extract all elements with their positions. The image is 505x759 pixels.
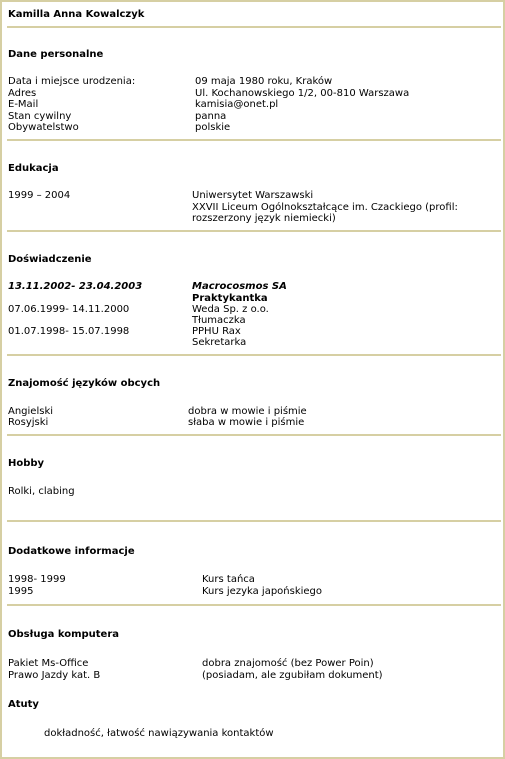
experience-company: PPHU Rax bbox=[192, 326, 241, 337]
language-name: Angielski bbox=[8, 406, 54, 417]
experience-company: Weda Sp. z o.o. bbox=[192, 304, 269, 315]
personal-label: Stan cywilny bbox=[8, 111, 72, 122]
personal-value: 09 maja 1980 roku, Kraków bbox=[195, 76, 333, 87]
personal-value: polskie bbox=[195, 122, 231, 133]
computer-level: dobra znajomość (bez Power Poin) bbox=[202, 658, 374, 669]
additional-item: Kurs tańca bbox=[202, 574, 255, 585]
computer-level: (posiadam, ale zgubiłam dokument) bbox=[202, 670, 383, 681]
experience-role: Praktykantka bbox=[192, 293, 268, 304]
section-heading-strengths: Atuty bbox=[8, 699, 39, 710]
divider bbox=[7, 604, 501, 606]
section-heading-additional: Dodatkowe informacje bbox=[8, 546, 135, 557]
additional-year: 1995 bbox=[8, 586, 34, 597]
personal-value: Ul. Kochanowskiego 1/2, 00-810 Warszawa bbox=[195, 88, 410, 99]
experience-dates: 01.07.1998- 15.07.1998 bbox=[8, 326, 130, 337]
personal-label: Data i miejsce urodzenia: bbox=[8, 76, 136, 87]
section-heading-personal: Dane personalne bbox=[8, 49, 104, 60]
computer-skill: Prawo Jazdy kat. B bbox=[8, 670, 101, 681]
section-heading-experience: Doświadczenie bbox=[8, 254, 92, 265]
computer-skill: Pakiet Ms-Office bbox=[8, 658, 89, 669]
section-heading-education: Edukacja bbox=[8, 163, 59, 174]
divider bbox=[7, 26, 501, 28]
experience-dates: 07.06.1999- 14.11.2000 bbox=[8, 304, 130, 315]
language-level: dobra w mowie i piśmie bbox=[188, 406, 307, 417]
personal-value-email: kamisia@onet.pl bbox=[195, 99, 279, 110]
language-level: słaba w mowie i piśmie bbox=[188, 417, 305, 428]
experience-role: Tłumaczka bbox=[192, 315, 246, 326]
personal-label: E-Mail bbox=[8, 99, 39, 110]
cv-name: Kamilla Anna Kowalczyk bbox=[8, 9, 145, 20]
experience-role: Sekretarka bbox=[192, 337, 247, 348]
personal-label: Adres bbox=[8, 88, 37, 99]
strengths-text: dokładność, łatwość nawiązywania kontaktów bbox=[44, 728, 274, 739]
experience-company: Macrocosmos SA bbox=[192, 281, 287, 292]
divider bbox=[7, 520, 501, 522]
additional-item: Kurs jezyka japońskiego bbox=[202, 586, 323, 597]
divider bbox=[7, 354, 501, 356]
education-years: 1999 – 2004 bbox=[8, 190, 71, 201]
education-line: XXVII Liceum Ogólnokształcące im. Czackiego (profil: bbox=[192, 202, 458, 213]
personal-value: panna bbox=[195, 111, 227, 122]
section-heading-hobby: Hobby bbox=[8, 458, 45, 469]
hobby-text: Rolki, clabing bbox=[8, 486, 75, 497]
education-line: rozszerzony język niemiecki) bbox=[192, 213, 336, 224]
divider bbox=[7, 139, 501, 141]
experience-dates: 13.11.2002- 23.04.2003 bbox=[8, 281, 143, 292]
section-heading-computer: Obsługa komputera bbox=[8, 629, 120, 640]
section-heading-languages: Znajomość języków obcych bbox=[8, 378, 161, 389]
divider bbox=[7, 434, 501, 436]
language-name: Rosyjski bbox=[8, 417, 49, 428]
divider bbox=[7, 230, 501, 232]
personal-label: Obywatelstwo bbox=[8, 122, 79, 133]
additional-year: 1998- 1999 bbox=[8, 574, 66, 585]
education-line: Uniwersytet Warszawski bbox=[192, 190, 314, 201]
